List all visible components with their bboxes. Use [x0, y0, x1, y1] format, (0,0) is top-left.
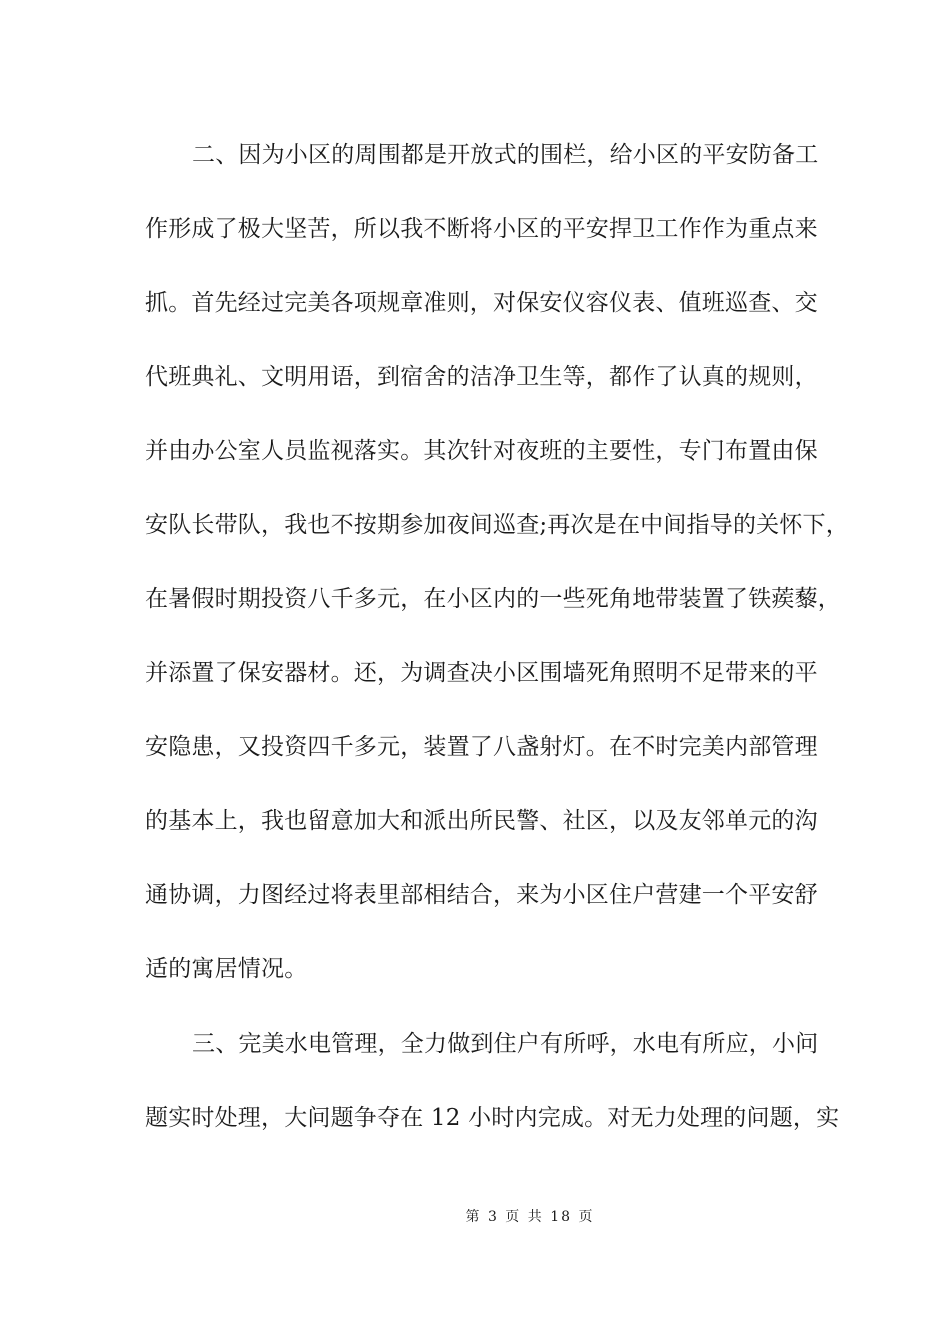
paragraph-line: 并添置了保安器材。还，为调查决小区围墙死角照明不足带来的平 [145, 660, 818, 686]
paragraph-line: 代班典礼、文明用语，到宿舍的洁净卫生等，都作了认真的规则， [145, 364, 818, 390]
page-number-footer: 第 3 页 共 18 页 [465, 1209, 595, 1225]
paragraph-line: 适的寓居情况。 [145, 956, 308, 982]
paragraph-line: 安隐患，又投资四千多元，装置了八盏射灯。在不时完美内部管理 [145, 734, 818, 760]
paragraph-line: 并由办公室人员监视落实。其次针对夜班的主要性，专门布置由保 [145, 438, 818, 464]
paragraph-line: 在暑假时期投资八千多元，在小区内的一些死角地带装置了铁蒺藜， [145, 586, 841, 612]
paragraph-line: 题实时处理，大问题争夺在 12 小时内完成。对无力处理的问题，实 [145, 1105, 840, 1131]
paragraph-line: 二、因为小区的周围都是开放式的围栏，给小区的平安防备工 [192, 142, 819, 168]
paragraph-line: 抓。首先经过完美各项规章准则，对保安仪容仪表、值班巡查、交 [145, 290, 818, 316]
paragraph-line: 的基本上，我也留意加大和派出所民警、社区，以及友邻单元的沟 [145, 808, 818, 834]
paragraph-line: 安队长带队，我也不按期参加夜间巡查;再次是在中间指导的关怀下， [145, 512, 849, 538]
paragraph-line: 作形成了极大坚苦，所以我不断将小区的平安捍卫工作作为重点来 [145, 216, 818, 242]
paragraph-line: 通协调，力图经过将表里部相结合，来为小区住户营建一个平安舒 [145, 882, 818, 908]
paragraph-line: 三、完美水电管理，全力做到住户有所呼，水电有所应，小问 [192, 1031, 819, 1057]
